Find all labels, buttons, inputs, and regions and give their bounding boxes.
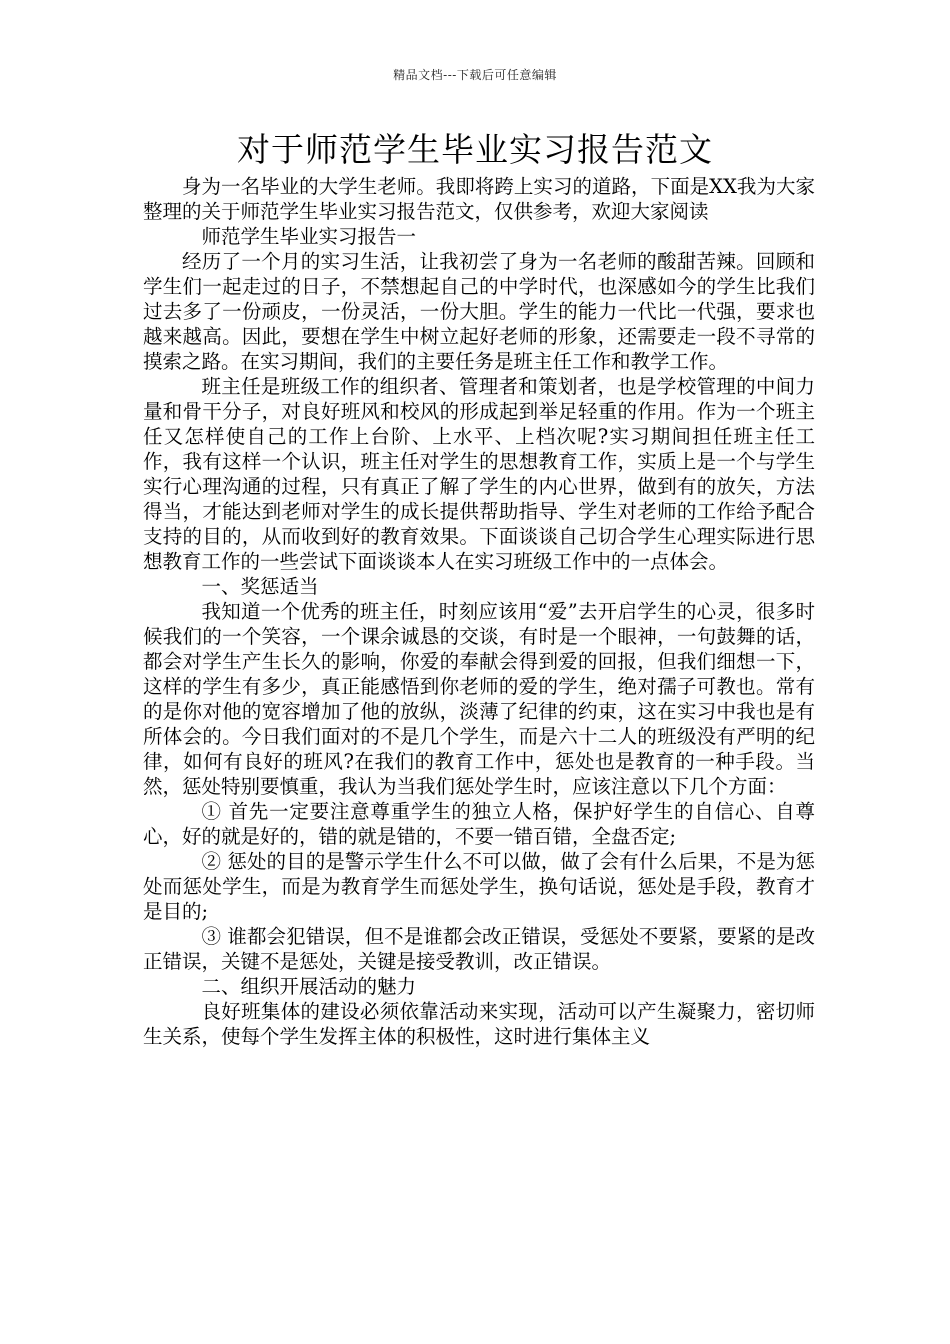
document-body [143, 174, 815, 1049]
list-item-respect: ① 首先一定要注意尊重学生的独立人格，保护好学生的自信心、自尊心，好的就是好的，错的就是错的，不要一错百错，全盘否定; [143, 800, 815, 848]
paragraph-internship-experience: 经历了一个月的实习生活，让我初尝了身为一名老师的酸甜苦辣。回顾和学生们一起走过的日子，不禁想起自己的中学时代，也深感如今的学生比我们过去多了一份顽皮，一份灵活，一份大胆。学生的能力一代比一代强，要求也越来越高。因此，要想在学生中树立起好老师的形象，还需要走一段不寻常的摸索之路。在实习期间，我们的主要任务是班主任工作和教学工作。 [143, 250, 815, 373]
section-heading-report-one: 师范学生毕业实习报告一 [201, 225, 417, 248]
list-item-correction: ③ 谁都会犯错误，但不是谁都会改正错误，受惩处不要紧，要紧的是改正错误，关键不是惩处，关键是接受教训，改正错误。 [143, 925, 815, 973]
paragraph-intro: 身为一名毕业的大学生老师。我即将跨上实习的道路，下面是XX我为大家整理的关于师范学生毕业实习报告范文，仅供参考，欢迎大家阅读 [143, 175, 815, 223]
paragraph-class-teacher: 班主任是班级工作的组织者、管理者和策划者，也是学校管理的中间力量和骨干分子，对良好班风和校风的形成起到举足轻重的作用。作为一个班主任又怎样使自己的工作上台阶、上水平、上档次呢?实习期间担任班主任工作，我有这样一个认识，班主任对学生的思想教育工作，实质上是一个与学生实行心理沟通的过程，只有真正了解了学生的内心世界，做到有的放矢，方法得当，才能达到老师对学生的成长提供帮助指导、学生对老师的工作给予配合支持的目的，从而收到好的教育效果。下面谈谈自己切合学生心理实际进行思想教育工作的一些尝试下面谈谈本人在实习班级工作中的一点体会。 [143, 375, 815, 573]
header-note: 精品文档---下载后可任意编辑 [393, 68, 557, 82]
section-heading-activities: 二、组织开展活动的魅力 [201, 975, 417, 998]
paragraph-activities: 良好班集体的建设必须依靠活动来实现，活动可以产生凝聚力，密切师生关系，使每个学生发挥主体的积极性，这时进行集体主义 [143, 1000, 815, 1048]
document-title: 对于师范学生毕业实习报告范文 [237, 130, 713, 169]
list-item-purpose: ② 惩处的目的是警示学生什么不可以做，做了会有什么后果，不是为惩处而惩处学生，而是为教育学生而惩处学生，换句话说，惩处是手段，教育才是目的; [143, 850, 815, 923]
section-heading-rewards: 一、奖惩适当 [201, 575, 319, 598]
paragraph-love-and-discipline: 我知道一个优秀的班主任，时刻应该用“爱”去开启学生的心灵，很多时候我们的一个笑容，一个课余诚恳的交谈，有时是一个眼神，一句鼓舞的话，都会对学生产生长久的影响，你爱的奉献会得到爱的回报，但我们细想一下，这样的学生有多少，真正能感悟到你老师的爱的学生，绝对孺子可教也。常有的是你对他的宽容增加了他的放纵，淡薄了纪律的约束，这在实习中我也是有所体会的。今日我们面对的不是几个学生，而是六十二人的班级没有严明的纪律，如何有良好的班风?在我们的教育工作中，惩处也是教育的一种手段。当然，惩处特别要慎重，我认为当我们惩处学生时，应该注意以下几个方面： [143, 600, 815, 798]
